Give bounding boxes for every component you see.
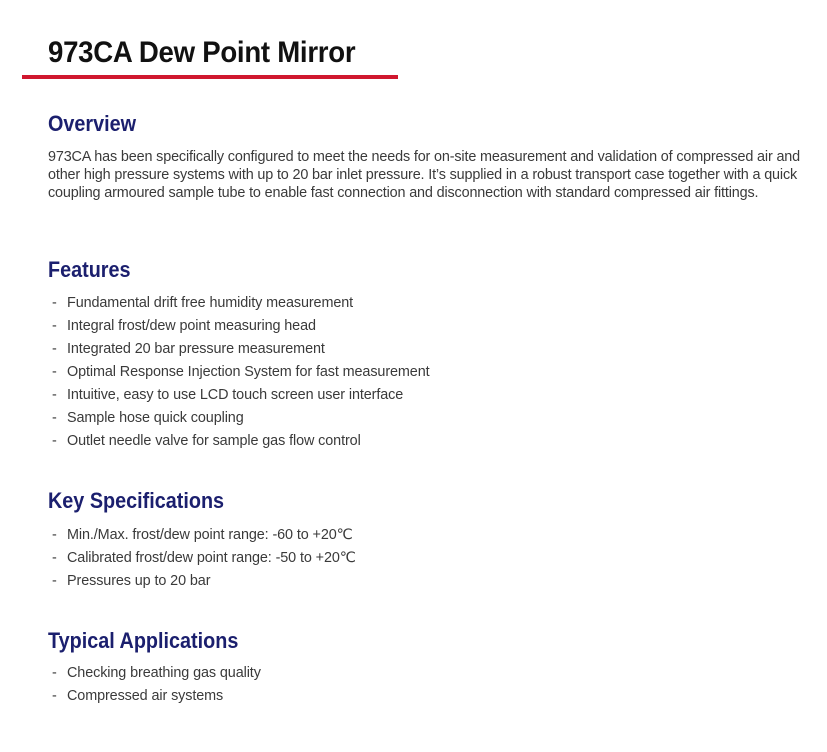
key-specifications-heading: Key Specifications [48, 488, 225, 513]
dash-bullet: - [52, 341, 57, 357]
typical-applications-heading: Typical Applications [48, 628, 239, 653]
features-list [52, 292, 430, 453]
dash-bullet: - [52, 364, 57, 380]
list-item: - Compressed air systems [52, 685, 261, 708]
list-item: - Checking breathing gas quality [52, 662, 261, 685]
dash-bullet: - [52, 688, 57, 704]
dash-bullet: - [52, 410, 57, 426]
dash-bullet: - [52, 573, 57, 589]
overview-paragraph: 973CA has been specifically configured to meet the needs for on-site measurement and validation of compressed air and other high pressure systems with up to 20 bar inlet pressure. It’s supplied in a robust transport case together with a quick coupling armoured sample tube to enable fast connection and disconnection with standard compressed air fittings. [48, 149, 800, 201]
dash-bullet: - [52, 295, 57, 311]
list-item: - Integral frost/dew point measuring head [52, 315, 430, 338]
features-heading: Features [48, 257, 131, 282]
list-item: - Pressures up to 20 bar [52, 570, 356, 593]
dash-bullet: - [52, 433, 57, 449]
dash-bullet: - [52, 527, 57, 543]
list-item: - Min./Max. frost/dew point range: -60 to +20℃ [52, 524, 356, 547]
dash-bullet: - [52, 665, 57, 681]
overview-heading: Overview [48, 111, 137, 136]
title-underline [22, 75, 398, 79]
list-item: - Intuitive, easy to use LCD touch screen user interface [52, 384, 430, 407]
list-item: - Outlet needle valve for sample gas flow control [52, 430, 430, 453]
key-specifications-list [52, 524, 356, 593]
dash-bullet: - [52, 550, 57, 566]
page-title: 973CA Dew Point Mirror [48, 36, 356, 69]
list-item: - Integrated 20 bar pressure measurement [52, 338, 430, 361]
list-item: - Optimal Response Injection System for fast measurement [52, 361, 430, 384]
typical-applications-list [52, 662, 261, 708]
list-item: - Fundamental drift free humidity measurement [52, 292, 430, 315]
list-item: - Sample hose quick coupling [52, 407, 430, 430]
list-item: - Calibrated frost/dew point range: -50 to +20℃ [52, 547, 356, 570]
dash-bullet: - [52, 387, 57, 403]
dash-bullet: - [52, 318, 57, 334]
